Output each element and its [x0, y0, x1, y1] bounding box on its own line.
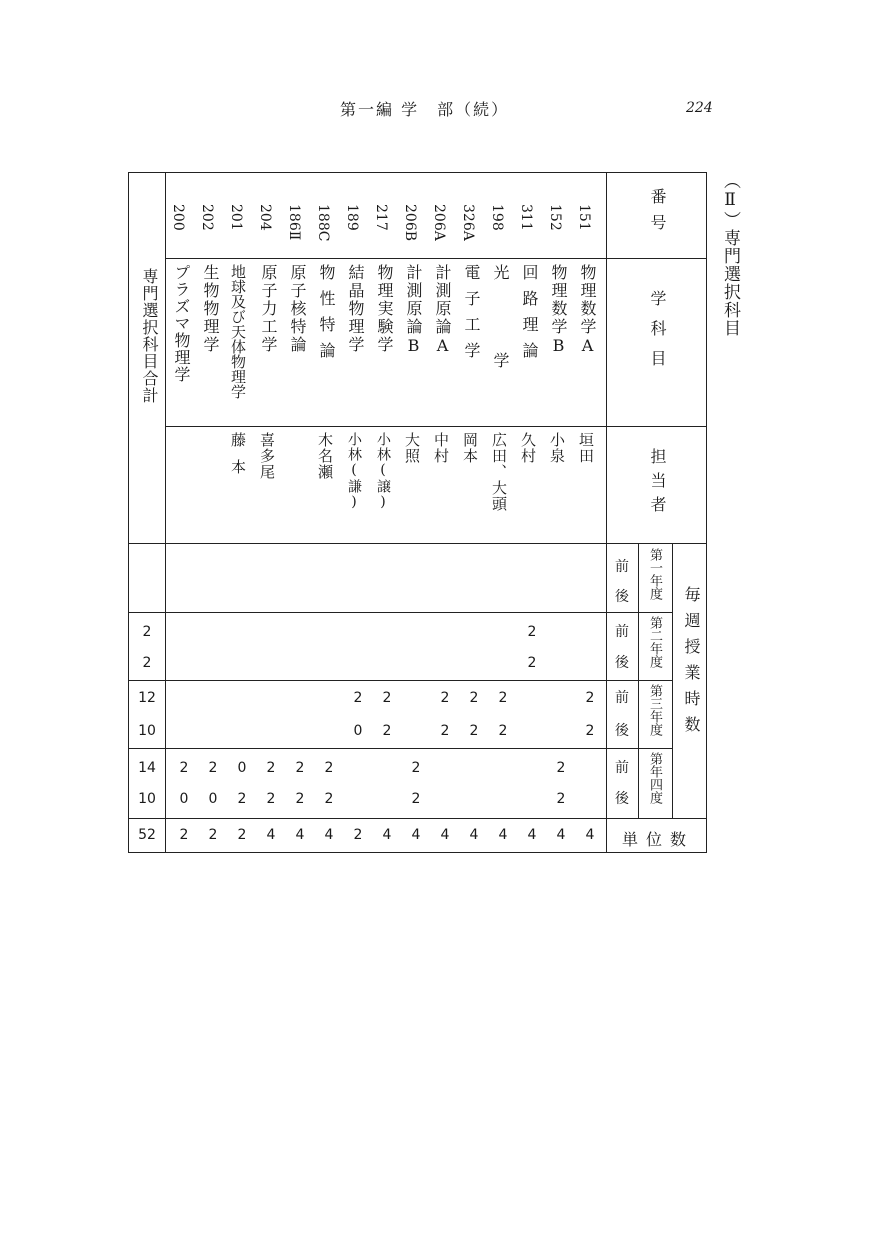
course-subject: 原子力工学	[259, 264, 278, 354]
year2-first-label: 前	[615, 624, 629, 640]
row-line-year2	[128, 680, 672, 681]
course-teacher: 小林(謙)	[346, 432, 362, 511]
credits: 2	[179, 827, 189, 843]
course-number: 202	[199, 204, 215, 231]
course-number: 201	[228, 204, 244, 231]
hours-y4-first: 2	[266, 760, 276, 776]
hours-y3-second: 0	[353, 723, 363, 739]
credits: 4	[440, 827, 450, 843]
table-border-right	[706, 172, 707, 853]
course-subject: 物理実験学	[375, 264, 394, 354]
course-subject: 物理数学A	[578, 264, 597, 357]
hours-y3-first: 2	[353, 690, 363, 706]
total-y2-first: 2	[142, 624, 152, 640]
table-divider-totals	[165, 172, 166, 853]
row-line-year3	[128, 748, 672, 749]
hours-y3-first: 2	[469, 690, 479, 706]
course-number: 326A	[460, 204, 476, 241]
hours-y4-second: 0	[179, 791, 189, 807]
year3-second-label: 後	[615, 723, 629, 739]
hours-y4-second: 2	[411, 791, 421, 807]
course-subject: 計測原論A	[433, 264, 452, 357]
row-line-year4	[128, 818, 706, 819]
course-teacher: 大照	[403, 432, 421, 464]
course-teacher: 垣田	[577, 432, 595, 464]
hours-y3-second: 2	[498, 723, 508, 739]
hours-y4-second: 2	[266, 791, 276, 807]
year1-second-label: 後	[615, 589, 629, 605]
course-subject: 物性特論	[317, 264, 336, 368]
year4-second-label: 後	[615, 791, 629, 807]
course-number: 206B	[402, 204, 418, 242]
course-subject: プラズマ物理学	[172, 264, 191, 383]
hours-y3-second: 2	[585, 723, 595, 739]
hours-y4-first: 2	[295, 760, 305, 776]
header-subject: 学科目	[648, 290, 667, 380]
credits: 4	[498, 827, 508, 843]
year2-second-label: 後	[615, 655, 629, 671]
hours-y4-first: 2	[179, 760, 189, 776]
row-line-teacher	[128, 543, 706, 544]
course-number: 189	[344, 204, 360, 231]
row-line-subject	[165, 426, 706, 427]
course-subject: 生物物理学	[201, 264, 220, 354]
credits: 4	[527, 827, 537, 843]
credits: 4	[469, 827, 479, 843]
course-teacher: 木名瀬	[316, 432, 334, 480]
course-subject: 原子核特論	[288, 264, 307, 354]
course-number: 152	[547, 204, 563, 231]
page-header-title: 第一編 学 部（続）	[340, 100, 510, 119]
total-y4-second: 10	[138, 791, 156, 807]
table-border-left	[128, 172, 129, 853]
header-year1: 第一年度	[647, 548, 662, 600]
credits: 2	[353, 827, 363, 843]
credits: 4	[324, 827, 334, 843]
year1-first-label: 前	[615, 559, 629, 575]
course-subject: 電子工学	[462, 264, 481, 368]
hours-y3-second: 2	[469, 723, 479, 739]
credits: 2	[237, 827, 247, 843]
course-teacher: 久村	[519, 432, 537, 464]
course-number: 206A	[431, 204, 447, 241]
course-subject: 地球及び天体物理学	[229, 264, 247, 399]
course-teacher: 岡本	[461, 432, 479, 464]
course-number: 204	[257, 204, 273, 231]
course-number: 198	[489, 204, 505, 231]
row-line-number	[165, 258, 706, 259]
hours-y3-second: 2	[440, 723, 450, 739]
year4-first-label: 前	[615, 760, 629, 776]
table-divider-header	[606, 172, 607, 853]
course-number: 186Ⅱ	[286, 204, 302, 241]
hours-y4-second: 2	[556, 791, 566, 807]
course-subject: 光 学	[491, 264, 510, 396]
hours-y4-first: 2	[324, 760, 334, 776]
course-number: 311	[518, 204, 534, 231]
total-y4-first: 14	[138, 760, 156, 776]
total-y3-first: 12	[138, 690, 156, 706]
hours-y3-first: 2	[498, 690, 508, 706]
credits: 4	[411, 827, 421, 843]
hours-y2-first: 2	[527, 624, 537, 640]
table-border-top	[128, 172, 707, 173]
row-line-year1	[128, 612, 672, 613]
credits: 4	[585, 827, 595, 843]
hours-y4-first: 2	[556, 760, 566, 776]
course-teacher: 小林(譲)	[375, 432, 391, 511]
course-number: 200	[170, 204, 186, 231]
credits: 4	[382, 827, 392, 843]
divider-halves	[638, 543, 639, 818]
hours-y4-second: 0	[208, 791, 218, 807]
hours-y4-second: 2	[295, 791, 305, 807]
course-teacher: 藤本	[229, 432, 247, 486]
hours-y3-second: 2	[382, 723, 392, 739]
hours-y4-second: 2	[324, 791, 334, 807]
divider-years	[672, 543, 673, 818]
hours-y4-second: 2	[237, 791, 247, 807]
total-y3-second: 10	[138, 723, 156, 739]
header-year2: 第二年度	[647, 616, 662, 668]
hours-y3-first: 2	[382, 690, 392, 706]
course-number: 217	[373, 204, 389, 231]
total-credits: 52	[138, 827, 156, 843]
course-teacher: 広田、大頭	[490, 432, 508, 512]
hours-y4-first: 0	[237, 760, 247, 776]
credits: 4	[556, 827, 566, 843]
course-teacher: 喜多尾	[258, 432, 276, 480]
course-number: 188C	[315, 204, 331, 242]
course-teacher: 小泉	[548, 432, 566, 464]
header-year4: 第年四度	[647, 752, 662, 804]
course-subject: 物理数学B	[549, 264, 568, 357]
course-subject: 計測原論B	[404, 264, 423, 357]
credits: 2	[208, 827, 218, 843]
section-title: （Ⅱ）専門選択科目	[720, 172, 740, 337]
header-number: 番号	[648, 188, 667, 240]
total-label: 専門選択科目合計	[140, 268, 159, 404]
hours-y2-second: 2	[527, 655, 537, 671]
credits: 4	[266, 827, 276, 843]
credits: 4	[295, 827, 305, 843]
year3-first-label: 前	[615, 690, 629, 706]
header-weekly-hours: 毎週授業時数	[682, 586, 701, 742]
hours-y3-first: 2	[585, 690, 595, 706]
hours-y3-first: 2	[440, 690, 450, 706]
hours-y4-first: 2	[208, 760, 218, 776]
course-number: 151	[576, 204, 592, 231]
page-number: 224	[686, 100, 713, 116]
hours-y4-first: 2	[411, 760, 421, 776]
course-subject: 結晶物理学	[346, 264, 365, 354]
total-y2-second: 2	[142, 655, 152, 671]
course-teacher: 中村	[432, 432, 450, 464]
course-subject: 回路理論	[520, 264, 539, 368]
header-teacher: 担当者	[648, 448, 667, 520]
table-border-bottom	[128, 852, 707, 853]
header-year3: 第三年度	[647, 684, 662, 736]
header-credits: 単位数	[622, 830, 695, 849]
